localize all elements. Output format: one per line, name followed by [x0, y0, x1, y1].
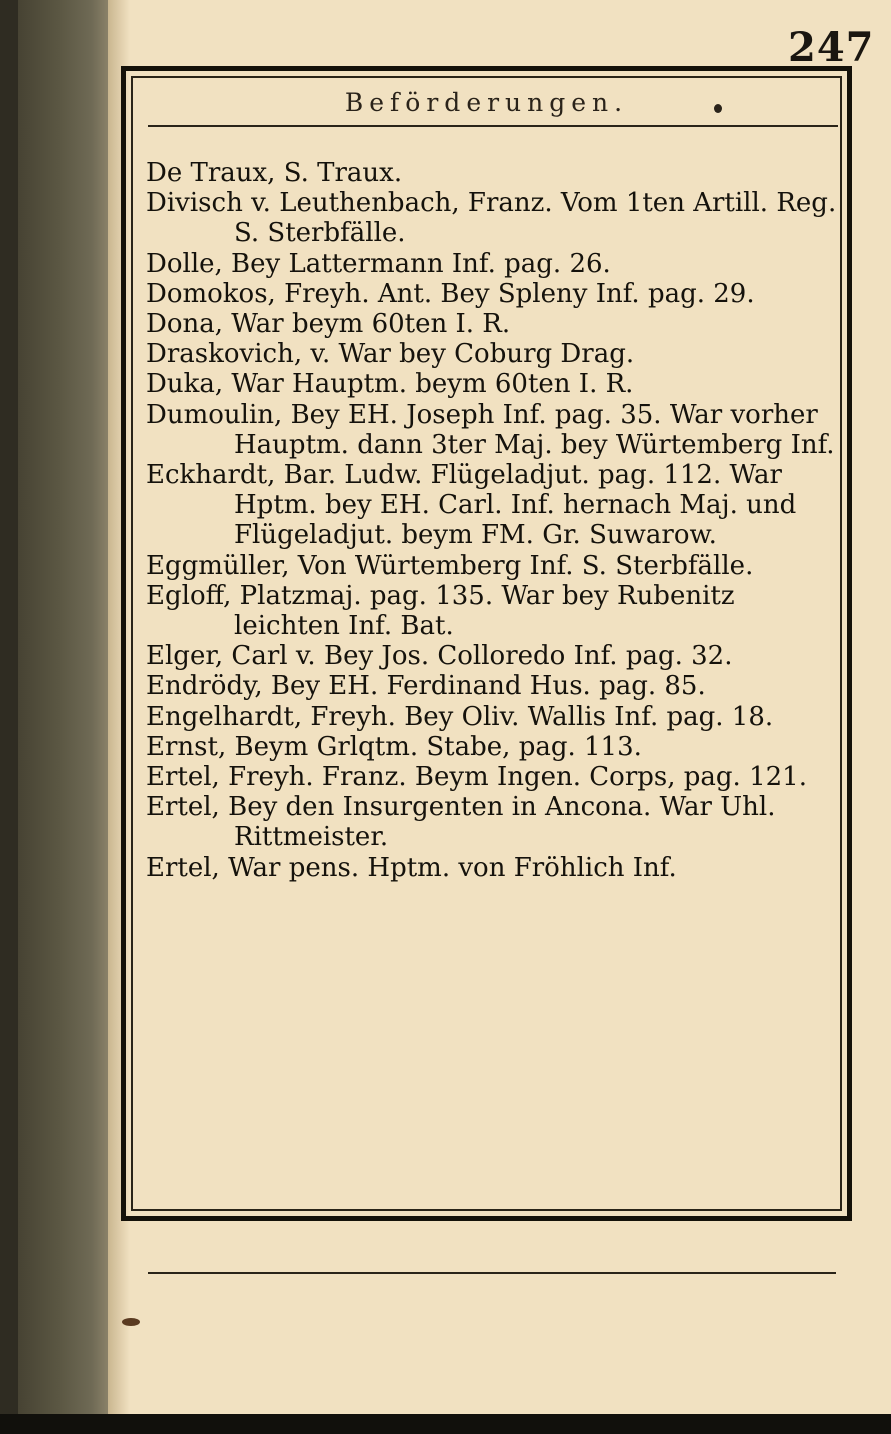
list-item: Duka, War Hauptm. beym 60ten I. R. — [146, 369, 634, 400]
list-item: Ertel, Freyh. Franz. Beym Ingen. Corps, pag. 121. — [146, 762, 807, 793]
list-item: Eckhardt, Bar. Ludw. Flügeladjut. pag. 112. War Hptm. bey EH. Carl. Inf. hernach Maj. und Flügeladjut. beym FM. Gr. Suwarow. — [146, 460, 797, 551]
ink-dot — [714, 104, 722, 113]
list-item: De Traux, S. Traux. — [146, 158, 403, 188]
list-item: Eggmüller, Von Würtemberg Inf. S. Sterbfälle. — [146, 550, 754, 581]
list-item: Dolle, Bey Lattermann Inf. pag. 26. — [146, 248, 611, 279]
list-item: Divisch v. Leuthenbach, Franz. Vom 1ten Artill. Reg. S. Sterbfälle. — [146, 188, 837, 249]
list-item: Dona, War beym 60ten I. R. — [146, 309, 511, 340]
page-number: 247 — [788, 24, 875, 71]
list-item: Draskovich, v. War bey Coburg Drag. — [146, 339, 635, 370]
entry-list — [146, 158, 838, 883]
left-binding-strip — [0, 0, 18, 1434]
bottom-background — [0, 1414, 891, 1434]
list-item: Dumoulin, Bey EH. Joseph Inf. pag. 35. War vorher Hauptm. dann 3ter Maj. bey Würtemberg Inf. — [146, 399, 835, 460]
heading-rule — [148, 125, 838, 127]
ink-smudge — [122, 1318, 140, 1326]
list-item: Engelhardt, Freyh. Bey Oliv. Wallis Inf. pag. 18. — [146, 701, 774, 732]
list-item: Ertel, Bey den Insurgenten in Ancona. War Uhl. Rittmeister. — [146, 792, 776, 853]
list-item: Domokos, Freyh. Ant. Bey Spleny Inf. pag. 29. — [146, 278, 755, 309]
list-item: Egloff, Platzmaj. pag. 135. War bey Rubenitz leichten Inf. Bat. — [146, 580, 735, 642]
list-item: Elger, Carl v. Bey Jos. Colloredo Inf. pag. 32. — [146, 641, 733, 672]
list-item: Endrödy, Bey EH. Ferdinand Hus. pag. 85. — [146, 671, 706, 702]
bottom-rule — [148, 1272, 836, 1274]
list-item: Ernst, Beym Grlqtm. Stabe, pag. 113. — [146, 731, 642, 762]
section-heading: Beförderungen. — [344, 88, 629, 117]
list-item: Ertel, War pens. Hptm. von Fröhlich Inf. — [146, 852, 677, 883]
